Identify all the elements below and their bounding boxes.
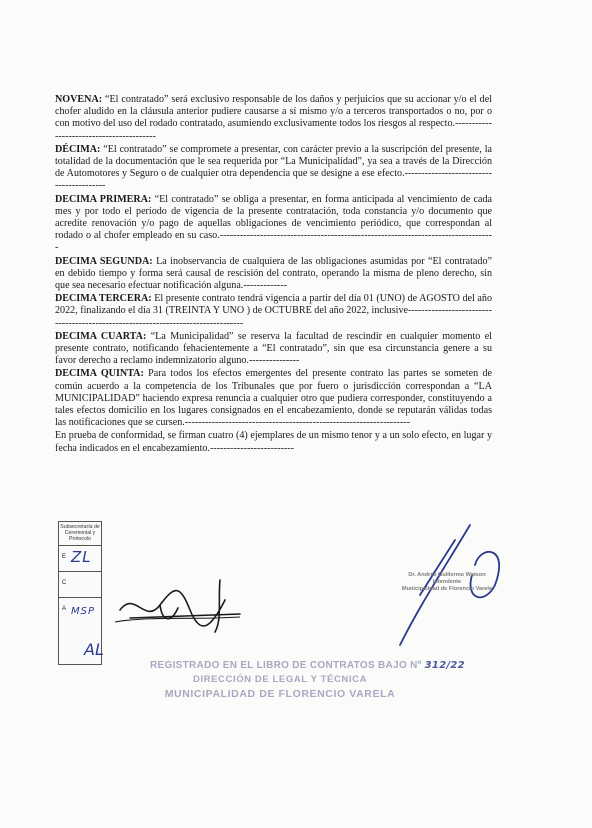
clause-decima-primera: DECIMA PRIMERA: “El contratado” se obliga a presentar, en forma anticipada al vencimiento de cada mes y por todo el período de vigencia de la presente contratación, toda constancia y/o documento que acredite renovación y/o pago de aquellas obligaciones de vencimiento periódico, que correspondan al rodado o al chofer empleado en su caso.---------------------------------------------------------------------------------- <box>55 193 492 254</box>
clause-decima-tercera: DECIMA TERCERA: El presente contrato tendrá vigencia a partir del día 01 (UNO) de AGOSTO del año 2022, finalizando el día 31 (TREINTA Y UNO ) de OCTUBRE del año 2022, inclusive--------------------------------------------------------------------------------- <box>55 293 492 329</box>
handwritten-initials-lower: AL <box>84 640 104 659</box>
clause-conformidad: En prueba de conformidad, se firman cuatro (4) ejemplares de un mismo tenor y a un solo efecto, en lugar y fecha indicados en el encabezamiento.------------------------- <box>55 430 492 454</box>
clause-novena: NOVENA: “El contratado” será exclusivo responsable de los daños y perjuicios que su accionar y/o el del chofer aludido en la cláusula anterior pudiere causarse a sí mismo y/o a terceros transportados o no, por o con motivo del uso del rodado contratado, asumiendo exclusivamente todos los riesgos al respecto.----------------------------------------- <box>55 94 492 142</box>
registry-number: 312/22 <box>424 660 465 671</box>
seal-role: Intendente <box>432 578 462 585</box>
handwritten-initials: ZL <box>71 548 92 566</box>
seal-name: Dr. Andrés Guillermo Watson <box>408 572 486 578</box>
registry-stamp <box>150 660 465 700</box>
registry-stamp-line3: MUNICIPALIDAD DE FLORENCIO VARELA <box>164 688 396 700</box>
handwritten-initials: MSP <box>71 606 96 617</box>
seal-org: Municipalidad de Florencio Varela <box>401 585 493 592</box>
contract-body <box>55 94 492 456</box>
registry-stamp-line1: REGISTRADO EN EL LIBRO DE CONTRATOS BAJO Nº 312/22 <box>150 660 465 671</box>
stamp-row-label: C <box>62 580 67 586</box>
official-seal <box>392 572 502 592</box>
clause-decima-cuarta: DECIMA CUARTA: “La Municipalidad” se reserva la facultad de rescindir en cualquier momento el presente contrato, notificando fehacientemente a “El contratado”, sin que esa circunstancia genere a su favor derecho a reclamo indemnizatorio alguno.--------------- <box>55 330 492 367</box>
clause-decima-segunda: DECIMA SEGUNDA: La inobservancia de cualquiera de las obligaciones asumidas por “El contratado” en debido tiempo y forma será causal de rescisión del contrato, operando la misma de pleno derecho, sin que sea necesario efectuar notificación alguna.------------- <box>55 255 492 292</box>
stamp-row-label: A <box>62 606 67 612</box>
registry-stamp-line2: DIRECCIÓN DE LEGAL Y TÉCNICA <box>192 674 368 685</box>
stamp-row-c <box>59 572 101 598</box>
stamp-row-label: E <box>62 554 67 560</box>
stamp-row-e <box>59 546 101 572</box>
clause-decima-quinta: DECIMA QUINTA: Para todos los efectos emergentes del presente contrato las partes se someten de común acuerdo a la competencia de los Tribunales que por fuero o jurisdicción correspondan a “LA MUNICIPALIDAD” haciendo expresa renuncia a cualquier otro que pudiera corresponder, constituyendo a tales efectos domicilio en los lugares consignados en el encabezamiento, donde se reputarán válidas todas las notificaciones que se cursen.------------------------------------------------------------------- <box>55 368 492 429</box>
stamp-box-header: Subsecretaría de Ceremonial y Protocolo <box>59 522 101 546</box>
clause-decima: DÉCIMA: “El contratado” se compromete a presentar, con carácter previo a la suscripción del presente, la totalidad de la documentación que le sea requerida por “La Municipalidad”, ya sea a través de la Dirección de Automotores y Seguro o de cualquier otra dependencia que se designe a ese efecto.----------------------------------------- <box>55 143 492 192</box>
stamp-row-a <box>59 598 101 623</box>
contractor-signature <box>100 570 250 640</box>
